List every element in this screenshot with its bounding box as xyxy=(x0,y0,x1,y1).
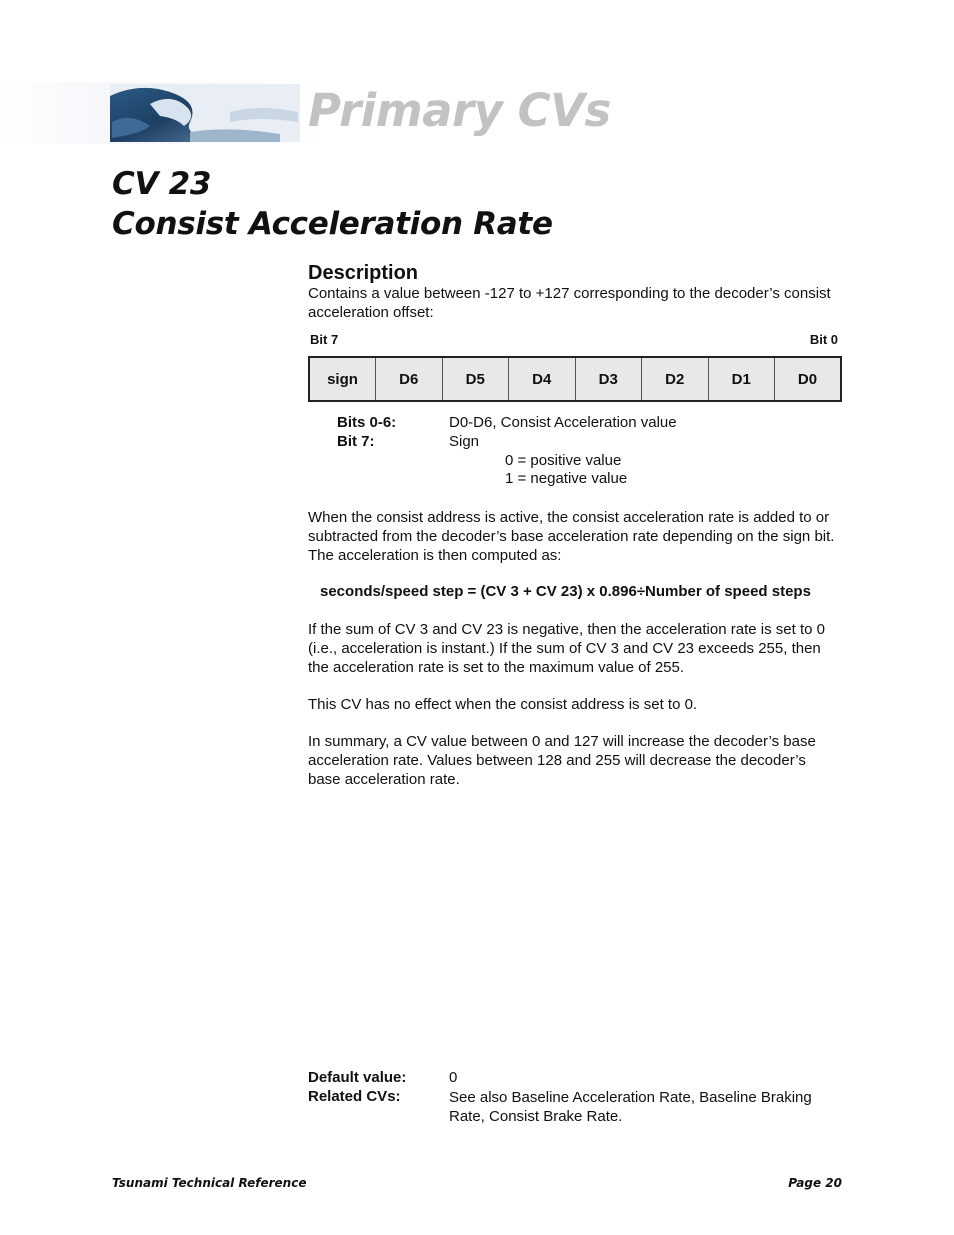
description-text: Contains a value between -127 to +127 corresponding to the decoder’s consist acceleration offset: xyxy=(308,285,831,321)
paragraph-sum-rules: If the sum of CV 3 and CV 23 is negative, then the acceleration rate is set to 0 (i.e., acceleration is instant.) If the sum of CV 3 and CV 23 exceeds 255, then the acceleration rate is set to the maximum value of 255. xyxy=(308,621,825,676)
footer-page-number: Page 20 xyxy=(788,1176,842,1190)
bit-cell-sign: sign xyxy=(309,357,376,401)
bit7-label: Bit 7 xyxy=(310,332,339,347)
related-cvs-label: Related CVs: xyxy=(308,1088,401,1105)
acceleration-formula: seconds/speed step = (CV 3 + CV 23) x 0.896÷Number of speed steps xyxy=(320,583,811,600)
bit-cell-d5: D5 xyxy=(442,357,509,401)
bit-cell-d3: D3 xyxy=(575,357,642,401)
bit-cell-d4: D4 xyxy=(509,357,576,401)
bit-cell-d6: D6 xyxy=(376,357,443,401)
bit-row xyxy=(309,357,841,401)
description-heading: Description xyxy=(308,262,419,284)
sign-positive-text: 0 = positive value xyxy=(505,452,622,469)
cv-number-heading: CV 23 xyxy=(112,166,212,202)
bit-layout-table xyxy=(308,356,842,402)
default-value-label: Default value: xyxy=(308,1069,407,1086)
paragraph-consist-active: When the consist address is active, the consist acceleration rate is added to or subtracted from the decoder’s base acceleration rate depending on the sign bit. The acceleration is then computed as: xyxy=(308,509,835,564)
bits-0-6-label: Bits 0-6: xyxy=(337,414,397,431)
related-cvs-value: See also Baseline Acceleration Rate, Baseline Braking Rate, Consist Brake Rate. xyxy=(449,1089,812,1125)
bit-7-value: Sign xyxy=(449,433,480,450)
bit-cell-d2: D2 xyxy=(642,357,709,401)
wave-banner-image xyxy=(0,82,330,144)
bit0-label: Bit 0 xyxy=(809,332,838,347)
bit-cell-d0: D0 xyxy=(775,357,842,401)
sign-negative-text: 1 = negative value xyxy=(505,470,628,487)
paragraph-summary: In summary, a CV value between 0 and 127 will increase the decoder’s base acceleration rate. Values between 128 and 255 will decrease the decoder’s base acceleration rate. xyxy=(308,733,816,788)
bits-0-6-value: D0-D6, Consist Acceleration value xyxy=(449,414,677,431)
default-value: 0 xyxy=(449,1069,458,1086)
paragraph-no-effect: This CV has no effect when the consist address is set to 0. xyxy=(308,696,698,713)
cv-name-heading: Consist Acceleration Rate xyxy=(112,206,553,242)
bit-7-label: Bit 7: xyxy=(337,433,375,450)
footer-doc-title: Tsunami Technical Reference xyxy=(112,1176,307,1190)
bit-cell-d1: D1 xyxy=(708,357,775,401)
page-section-title: Primary CVs xyxy=(308,84,611,137)
